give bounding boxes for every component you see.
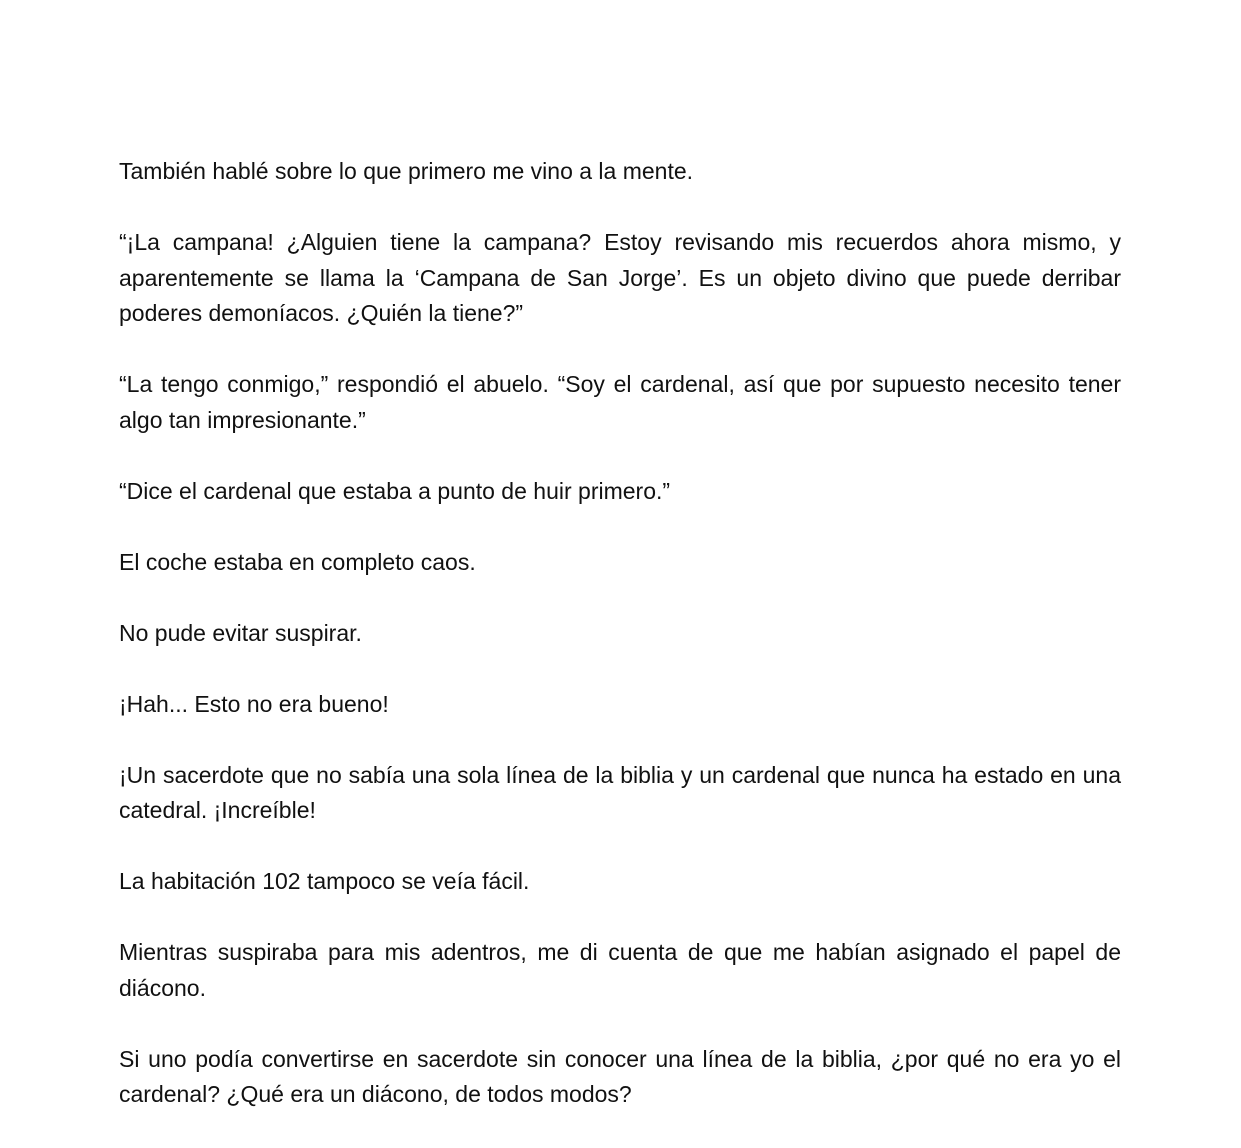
paragraph: No pude evitar suspirar. xyxy=(119,619,362,646)
paragraph: El coche estaba en completo caos. xyxy=(119,548,476,575)
paragraph: La habitación 102 tampoco se veía fácil. xyxy=(119,868,530,894)
paragraph: “Dice el cardenal que estaba a punto de huir primero.” xyxy=(119,477,671,504)
paragraph: “¡La campana! ¿Alguien tiene la campana? Estoy revisando mis recuerdos ahora mismo, y aparentemente se llama la ‘Campana de San Jorge’. Es un objeto divino que puede derribar poderes demoníacos. ¿Quién la tiene?” xyxy=(119,229,1121,326)
paragraph: También hablé sobre lo que primero me vino a la mente. xyxy=(119,158,694,184)
paragraph: ¡Un sacerdote que no sabía una sola línea de la biblia y un cardenal que nunca ha estado en una catedral. ¡Increíble! xyxy=(119,761,1121,823)
paragraph: ¡Hah... Esto no era bueno! xyxy=(119,690,389,717)
paragraph: “La tengo conmigo,” respondió el abuelo. “Soy el cardenal, así que por supuesto necesito tener algo tan impresionante.” xyxy=(119,371,1121,433)
document-page xyxy=(119,154,1121,1148)
paragraph: Si uno podía convertirse en sacerdote sin conocer una línea de la biblia, ¿por qué no era yo el cardenal? ¿Qué era un diácono, de todos modos? xyxy=(119,1045,1121,1107)
paragraph: Mientras suspiraba para mis adentros, me di cuenta de que me habían asignado el papel de diácono. xyxy=(119,939,1121,1001)
